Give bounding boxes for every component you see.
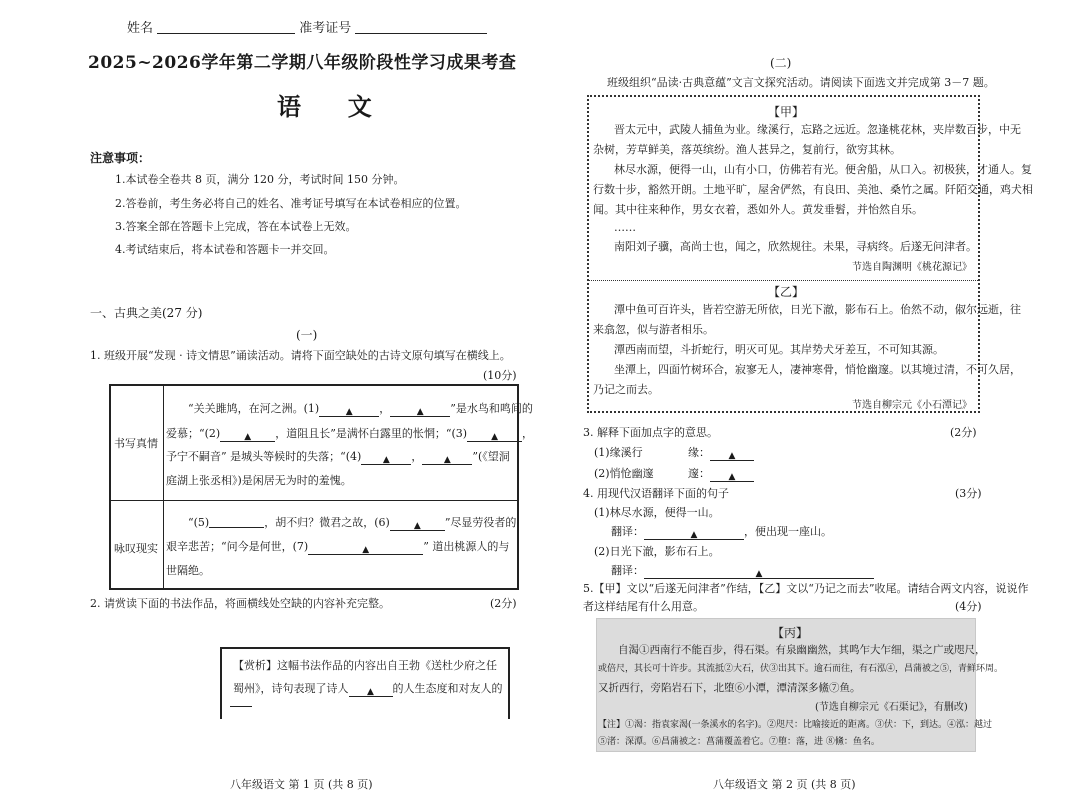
row1-label: 书写真情: [114, 437, 158, 450]
q3-item-2: (2)悄怆幽邃: [594, 467, 654, 480]
bing-line: 又折西行，旁陷岩石下，北堕⑥小潭，潭清深多鯈⑦鱼。: [598, 682, 861, 694]
name-label: 姓名: [127, 21, 154, 36]
q5-score: (4分): [955, 600, 982, 613]
blank-5[interactable]: [209, 515, 264, 528]
blank-6[interactable]: ▲: [390, 518, 445, 531]
blank-2[interactable]: ▲: [220, 429, 275, 442]
jia-line: 晋太元中，武陵人捕鱼为业。缘溪行，忘路之远近。忽逢桃花林，夹岸数百步，中无: [614, 123, 1021, 136]
notes-item: 1.本试卷全卷共 8 页，满分 120 分，考试时间 150 分钟。: [115, 173, 405, 186]
jia-source: 节选自陶渊明《桃花源记》: [852, 262, 972, 273]
appreciation-line: 【赏析】这幅书法作品的内容出自王勃《送杜少府之任: [233, 659, 497, 672]
bing-note: 【注】①渴：指袁家渴(一条溪水的名字)。②咫尺：比喻接近的距离。③伏：下，到达。④泓：越过: [598, 720, 993, 730]
blank-q3-2[interactable]: ▲: [710, 469, 754, 482]
appreciation-blank-2[interactable]: [230, 706, 252, 707]
bing-source: (节选自柳宗元《石渠记》，有删改): [815, 702, 968, 713]
notes-item: 3.答案全部在答题卡上完成，答在本试卷上无效。: [115, 220, 357, 233]
subject-title: 语 文: [277, 92, 382, 121]
blank-4a[interactable]: ▲: [361, 452, 411, 465]
q4-sentence-2: (2)日光下澈，影布石上。: [594, 545, 720, 558]
q4-answer-2: 翻译： ▲: [611, 562, 874, 579]
notes-title: 注意事项：: [90, 151, 151, 165]
q3-score: (2分): [950, 426, 977, 439]
q3-answer-1: 缘： ▲: [688, 444, 754, 461]
yi-line: 乃记之而去。: [593, 383, 659, 396]
blank-1a[interactable]: ▲: [319, 404, 379, 417]
q3-text: 3. 解释下面加点字的意思。: [583, 426, 718, 439]
jia-line: 林尽水源，便得一山，山有小口，仿佛若有光。便舍船，从口入。初极狭，才通人。复: [614, 163, 1032, 176]
jia-line: 行数十步，豁然开朗。土地平旷，屋舍俨然，有良田、美池、桑竹之属。阡陌交通，鸡犬相: [593, 183, 1033, 196]
name-blank[interactable]: [157, 21, 295, 34]
page-footer: 八年级语文 第 1 页 (共 8 页): [230, 778, 373, 791]
jia-line: 闻。其中往来种作，男女衣着，悉如外人。黄发垂髫，并怡然自乐。: [593, 203, 923, 216]
jia-line: 南阳刘子骥，高尚士也，闻之，欣然规往。未果，寻病终。后遂无问津者。: [614, 240, 977, 253]
q4-text: 4. 用现代汉语翻译下面的句子: [583, 487, 729, 500]
part-label: (一): [296, 328, 318, 342]
blank-3[interactable]: ▲: [467, 429, 522, 442]
part-label: (二): [770, 56, 792, 70]
blank-7[interactable]: ▲: [308, 542, 423, 555]
q1-text: 1. 班级开展“发现 · 诗文情思”诵读活动。请将下面空缺处的古诗文原句填写在横线上。: [90, 349, 511, 362]
poem-line: “关关雎鸠，在河之洲。(1) ▲ ， ▲ ”是水鸟和鸣间的: [188, 402, 533, 417]
yi-line: 潭中鱼可百许头，皆若空游无所依，日光下澈，影布石上。佁然不动，俶尔远逝，往: [614, 303, 1021, 316]
blank-4b[interactable]: ▲: [422, 452, 472, 465]
q3-item-1: (1)缘溪行: [594, 446, 643, 459]
yi-line: 来翕忽，似与游者相乐。: [593, 323, 714, 336]
exam-no-label: 准考证号: [299, 21, 352, 36]
q4-sentence-1: (1)林尽水源，便得一山。: [594, 506, 720, 519]
q3-answer-2: 邃： ▲: [688, 465, 754, 482]
bing-note: ⑤渚：深潭。⑥昌蒲被之：菖蒲覆盖着它。⑦堕：落，进 ⑧鯈：鱼名。: [598, 737, 880, 747]
notes-item: 4.考试结束后，将本试卷和答题卡一并交回。: [115, 243, 335, 256]
name-field: [127, 17, 487, 36]
poem-line: 爱慕；“(2) ▲ ，道阻且长”是满怀白露里的怅惘；“(3) ▲ ，: [166, 427, 534, 442]
q2-score: (2分): [490, 597, 517, 610]
yi-line: 坐潭上，四面竹树环合，寂寥无人，凄神寒骨，悄怆幽邃。以其境过清，不可久居，: [614, 363, 1021, 376]
exam-title: 2025~2026学年第二学期八年级阶段性学习成果考查: [88, 53, 517, 73]
q4-score: (3分): [955, 487, 982, 500]
jia-label: 【甲】: [768, 105, 805, 119]
reading-intro: 班级组织“品读·古典意蕴”文言文探究活动。请阅读下面选文并完成第 3－7 题。: [607, 76, 995, 89]
yi-line: 潭西南而望，斗折蛇行，明灭可见。其岸势犬牙差互，不可知其源。: [614, 343, 944, 356]
blank-appreciation[interactable]: ▲: [349, 684, 393, 697]
jia-line: 杂树，芳草鲜美，落英缤纷。渔人甚异之，复前行，欲穷其林。: [593, 143, 901, 156]
poem-line: 予宁不嗣音” 是城头等候时的失落；“(4) ▲ ， ▲ ”(《望洞: [166, 450, 510, 465]
blank-q3-1[interactable]: ▲: [710, 448, 754, 461]
row2-label: 咏叹现实: [114, 542, 158, 555]
bing-label: 【丙】: [772, 626, 809, 640]
bing-line: 或倍尺，其长可十许步。其流抵②大石，伏③出其下。逾石而往，有石泓④，昌蒲被之⑤，青鲜环周。: [598, 664, 1004, 674]
q1-score: (10分): [483, 369, 517, 382]
poem-line: 庭湖上张丞相》)是闲居无为时的羞愧。: [166, 474, 352, 487]
q4-answer-1: 翻译： ▲ ，便出现一座山。: [611, 525, 832, 540]
appreciation-line: 蜀州》，诗句表现了诗人 ▲ 的人生态度和对友人的: [233, 682, 503, 697]
page-footer: 八年级语文 第 2 页 (共 8 页): [713, 778, 856, 791]
q5-line: 5.【甲】文以“后遂无问津者”作结，【乙】文以“乃记之而去”收尾。请结合两文内容，说说作: [583, 582, 1029, 595]
bing-line: 自渴①西南行不能百步，得石渠。有泉幽幽然，其鸣乍大乍细，渠之广或咫尺，: [618, 644, 986, 656]
blank-q4-1[interactable]: ▲: [644, 527, 744, 540]
yi-label: 【乙】: [768, 285, 805, 299]
poem-line: “(5) ，胡不归？微君之故，(6) ▲ ”尽显劳役者的: [188, 516, 517, 531]
section-title: 一、古典之美(27 分): [90, 306, 203, 320]
jia-line: ……: [614, 221, 636, 234]
blank-q4-2[interactable]: ▲: [644, 566, 874, 579]
yi-source: 节选自柳宗元《小石潭记》: [852, 400, 972, 411]
q5-line: 者这样结尾有什么用意。: [583, 600, 704, 613]
notes-item: 2.答卷前，考生务必将自己的姓名、准考证号填写在本试卷相应的位置。: [115, 197, 467, 210]
exam-no-blank[interactable]: [355, 21, 487, 34]
poem-line: 世隔绝。: [166, 564, 210, 577]
poem-line: 艰辛悲苦；“问今是何世，(7) ▲ ” 道出桃源人的与: [166, 540, 510, 555]
blank-1b[interactable]: ▲: [390, 404, 450, 417]
q2-text: 2. 请赏读下面的书法作品，将画横线处空缺的内容补充完整。: [90, 597, 390, 610]
